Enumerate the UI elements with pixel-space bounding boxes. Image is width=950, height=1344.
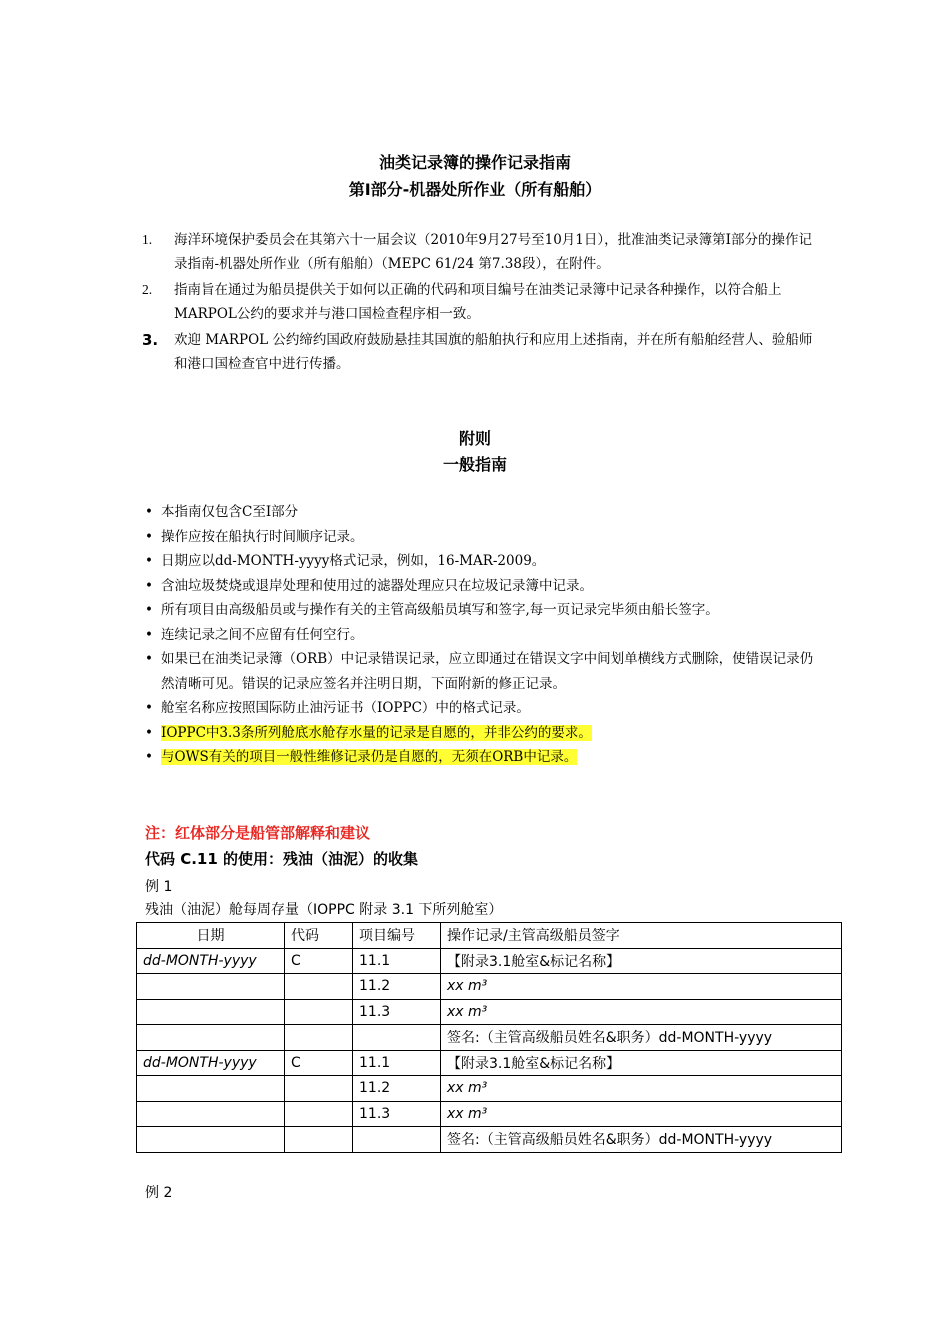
cell-date bbox=[137, 1127, 285, 1153]
general-guide-title: 一般指南 bbox=[442, 455, 507, 474]
cell-code bbox=[285, 999, 353, 1025]
table-row bbox=[137, 1101, 842, 1127]
guideline-item bbox=[145, 549, 825, 574]
bullet-icon: • bbox=[145, 504, 153, 520]
cell-code bbox=[285, 1076, 353, 1102]
cell-code bbox=[285, 1025, 353, 1051]
header-record: 操作记录/主管高级船员签字 bbox=[441, 923, 842, 949]
guideline-text: 连续记录之间不应留有任何空行。 bbox=[161, 626, 364, 643]
table-caption: 残油（油泥）舱每周存量（IOPPC 附录 3.1 下所列舱室） bbox=[145, 902, 503, 918]
table-header-row bbox=[137, 923, 842, 949]
example-2-label: 例 2 bbox=[145, 1185, 173, 1201]
cell-record: xx m³ bbox=[441, 974, 842, 1000]
intro-item-number: 3. bbox=[142, 331, 159, 349]
intro-item bbox=[142, 328, 822, 376]
table-row bbox=[137, 1076, 842, 1102]
guideline-text: IOPPC中3.3条所列舱底水舱存水量的记录是自愿的，并非公约的要求。 bbox=[161, 724, 592, 741]
page-subtitle: 第Ⅰ部分-机器处所作业（所有船舶） bbox=[348, 180, 602, 199]
guideline-item bbox=[145, 500, 825, 525]
cell-date: dd-MONTH-yyyy bbox=[137, 1050, 285, 1076]
table-row bbox=[137, 1025, 842, 1051]
guideline-item bbox=[145, 598, 825, 623]
guideline-item bbox=[145, 721, 825, 746]
guideline-text: 如果已在油类记录簿（ORB）中记录错误记录，应立即通过在错误文字中间划单横线方式删除，使错误记录仍然清晰可见。错误的记录应签名并注明日期，下面附新的修正记录。 bbox=[161, 651, 814, 692]
guideline-item bbox=[145, 647, 825, 696]
oil-record-table bbox=[136, 922, 842, 1153]
guideline-text: 含油垃圾焚烧或退岸处理和使用过的滤器处理应只在垃圾记录簿中记录。 bbox=[161, 577, 593, 594]
cell-code bbox=[285, 1127, 353, 1153]
guideline-item bbox=[145, 574, 825, 599]
cell-code bbox=[285, 1101, 353, 1127]
table-row bbox=[137, 974, 842, 1000]
guideline-text: 操作应按在船执行时间顺序记录。 bbox=[161, 528, 364, 545]
bullet-icon: • bbox=[145, 577, 153, 594]
guideline-item bbox=[145, 525, 825, 550]
cell-item: 11.1 bbox=[353, 948, 441, 974]
example-1-label: 例 1 bbox=[145, 879, 173, 895]
cell-record: 【附录3.1舱室&标记名称】 bbox=[441, 1050, 842, 1076]
red-note: 注：红体部分是船管部解释和建议 bbox=[145, 824, 371, 842]
cell-date bbox=[137, 1076, 285, 1102]
page-title: 油类记录簿的操作记录指南 bbox=[378, 153, 571, 172]
cell-code bbox=[285, 974, 353, 1000]
bullet-icon: • bbox=[145, 528, 153, 545]
bullet-icon: • bbox=[145, 553, 153, 569]
cell-record: xx m³ bbox=[441, 1101, 842, 1127]
intro-list bbox=[142, 228, 822, 378]
table-row bbox=[137, 999, 842, 1025]
intro-item-text: 指南旨在通过为船员提供关于如何以正确的代码和项目编号在油类记录簿中记录各种操作，以符合船上MARPOL公约的要求并与港口国检查程序相一致。 bbox=[174, 282, 782, 322]
bullet-icon: • bbox=[145, 602, 153, 618]
table-row bbox=[137, 1127, 842, 1153]
bullet-icon: • bbox=[145, 724, 153, 741]
guideline-text: 日期应以dd-MONTH-yyyy格式记录，例如，16-MAR-2009。 bbox=[161, 553, 546, 569]
cell-record: 签名:（主管高级船员姓名&职务）dd-MONTH-yyyy bbox=[441, 1025, 842, 1051]
cell-record: 签名:（主管高级船员姓名&职务）dd-MONTH-yyyy bbox=[441, 1127, 842, 1153]
guideline-list bbox=[145, 500, 825, 770]
cell-record: xx m³ bbox=[441, 1076, 842, 1102]
guideline-item bbox=[145, 623, 825, 648]
header-code: 代码 bbox=[285, 923, 353, 949]
guideline-item bbox=[145, 745, 825, 770]
cell-record: 【附录3.1舱室&标记名称】 bbox=[441, 948, 842, 974]
intro-item-number: 2. bbox=[142, 282, 153, 297]
cell-item: 11.3 bbox=[353, 1101, 441, 1127]
header-date: 日期 bbox=[137, 923, 285, 949]
cell-item: 11.2 bbox=[353, 974, 441, 1000]
bullet-icon: • bbox=[145, 651, 153, 667]
cell-code: C bbox=[285, 1050, 353, 1076]
table-row bbox=[137, 948, 842, 974]
header-item: 项目编号 bbox=[353, 923, 441, 949]
code-c11-title: 代码 C.11 的使用：残油（油泥）的收集 bbox=[145, 850, 419, 868]
guideline-text: 本指南仅包含C至I部分 bbox=[161, 504, 299, 520]
bullet-icon: • bbox=[145, 626, 153, 643]
bullet-icon: • bbox=[145, 749, 153, 765]
cell-date bbox=[137, 974, 285, 1000]
annex-title: 附则 bbox=[458, 429, 491, 448]
cell-item: 11.1 bbox=[353, 1050, 441, 1076]
cell-item: 11.2 bbox=[353, 1076, 441, 1102]
guideline-text: 所有项目由高级船员或与操作有关的主管高级船员填写和签字,每一页记录完毕须由船长签字。 bbox=[161, 602, 719, 618]
cell-item bbox=[353, 1127, 441, 1153]
intro-item-text: 欢迎 MARPOL 公约缔约国政府鼓励悬挂其国旗的船舶执行和应用上述指南，并在所有船舶经营人、验船师和港口国检查官中进行传播。 bbox=[174, 332, 813, 372]
cell-code: C bbox=[285, 948, 353, 974]
guideline-item bbox=[145, 696, 825, 721]
guideline-text: 与OWS有关的项目一般性维修记录仍是自愿的，无须在ORB中记录。 bbox=[161, 749, 578, 765]
intro-item bbox=[142, 278, 822, 326]
cell-date: dd-MONTH-yyyy bbox=[137, 948, 285, 974]
intro-item bbox=[142, 228, 822, 276]
cell-record: xx m³ bbox=[441, 999, 842, 1025]
cell-date bbox=[137, 1101, 285, 1127]
cell-item: 11.3 bbox=[353, 999, 441, 1025]
cell-date bbox=[137, 999, 285, 1025]
intro-item-number: 1. bbox=[142, 232, 153, 247]
guideline-text: 舱室名称应按照国际防止油污证书（IOPPC）中的格式记录。 bbox=[161, 700, 530, 716]
cell-date bbox=[137, 1025, 285, 1051]
cell-item bbox=[353, 1025, 441, 1051]
table-row bbox=[137, 1050, 842, 1076]
bullet-icon: • bbox=[145, 700, 153, 716]
intro-item-text: 海洋环境保护委员会在其第六十一届会议（2010年9月27号至10月1日），批准油类记录簿第Ⅰ部分的操作记录指南-机器处所作业（所有船舶）（MEPC 61/24 第7.38段），在附件。 bbox=[174, 232, 812, 272]
